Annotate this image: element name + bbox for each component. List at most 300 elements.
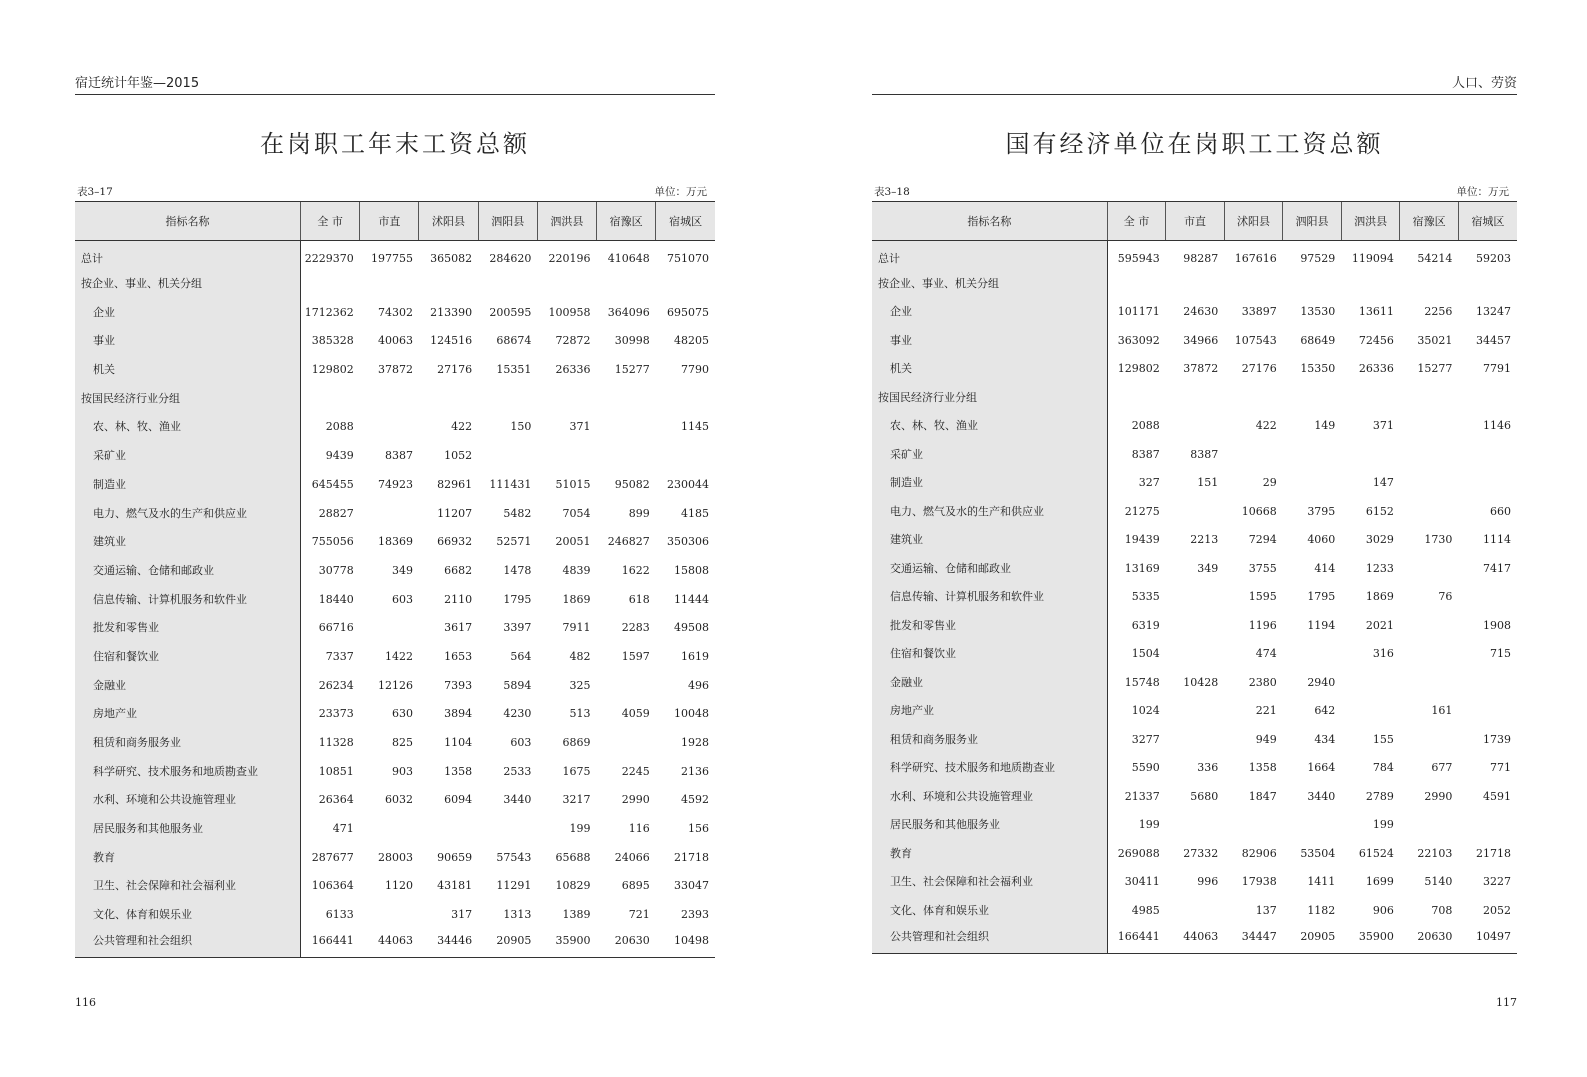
table-cell: 9439 (325, 449, 354, 463)
table-cell: 6032 (384, 793, 413, 807)
table-cell (1341, 697, 1400, 726)
table-cell: 33047 (674, 879, 709, 893)
table-cell: 284620 (489, 252, 532, 266)
table-cell (360, 613, 419, 642)
table-cell: 149 (1314, 419, 1336, 433)
running-head (75, 74, 715, 95)
row-label: 总计 (75, 241, 301, 270)
table-cell: 2990 (621, 793, 650, 807)
table-cell: 11444 (674, 592, 709, 606)
table-cell: 3440 (503, 793, 532, 807)
table-number: 表3–17 (77, 186, 113, 198)
left-page (75, 0, 715, 1077)
table-cell: 166441 (301, 929, 360, 958)
table-cell: 161 (1431, 704, 1453, 718)
table-cell: 327 (1138, 476, 1160, 490)
table-cell: 630 (391, 707, 413, 721)
table-header-row (872, 202, 1517, 241)
table-cell: 2533 (503, 764, 532, 778)
table-row (75, 613, 715, 642)
table-row (872, 355, 1517, 384)
table-cell: 422 (451, 420, 473, 434)
table-row (872, 640, 1517, 669)
table-cell: 12126 (377, 678, 413, 692)
row-label: 水利、环境和公共设施管理业 (872, 782, 1107, 811)
table-cell: 6682 (444, 563, 473, 577)
table-cell: 3277 (1131, 732, 1160, 746)
table-cell: 20051 (555, 535, 591, 549)
table-cell (1166, 725, 1225, 754)
table-row (75, 470, 715, 499)
table-cell (1283, 811, 1342, 840)
table-cell: 3029 (1365, 533, 1394, 547)
table-cell: 5140 (1424, 875, 1453, 889)
table-cell: 6319 (1131, 618, 1160, 632)
row-label: 金融业 (75, 671, 301, 700)
data-table (872, 201, 1517, 954)
table-cell: 37872 (1183, 362, 1219, 376)
table-cell: 7294 (1248, 533, 1277, 547)
table-cell: 57543 (496, 850, 532, 864)
column-header: 沭阳县 (1224, 202, 1283, 241)
table-cell: 2021 (1365, 618, 1394, 632)
table-cell: 15277 (1417, 362, 1453, 376)
row-label: 教育 (75, 843, 301, 872)
row-label: 房地产业 (872, 697, 1107, 726)
table-cell: 15350 (1300, 362, 1336, 376)
table-cell: 434 (1314, 732, 1336, 746)
row-label: 租赁和商务服务业 (75, 728, 301, 757)
table-cell: 200595 (489, 305, 532, 319)
table-cell: 40063 (377, 334, 413, 348)
table-cell: 129802 (311, 363, 354, 377)
table-cell (656, 441, 715, 470)
table-row (75, 327, 715, 356)
table-cell: 197755 (370, 252, 413, 266)
table-cell: 90659 (437, 850, 473, 864)
table-cell: 2052 (1483, 903, 1511, 917)
table-cell: 21718 (674, 850, 709, 864)
table-cell (1224, 269, 1283, 298)
table-cell: 61524 (1358, 846, 1394, 860)
row-label: 按企业、事业、机关分组 (75, 269, 301, 298)
table-cell: 199 (569, 822, 591, 836)
table-cell: 3217 (562, 793, 591, 807)
table-cell: 695075 (667, 305, 709, 319)
table-cell: 7791 (1483, 362, 1511, 376)
table-cell: 1847 (1248, 789, 1277, 803)
table-cell: 1389 (562, 908, 591, 922)
table-cell: 4185 (681, 506, 709, 520)
table-row (872, 469, 1517, 498)
row-label: 企业 (75, 298, 301, 327)
table-row (872, 668, 1517, 697)
row-label: 居民服务和其他服务业 (872, 811, 1107, 840)
table-cell (1400, 668, 1459, 697)
table-cell: 2283 (621, 621, 650, 635)
table-cell (656, 384, 715, 413)
table-row (75, 298, 715, 327)
table-row (872, 697, 1517, 726)
table-cell: 784 (1372, 761, 1394, 775)
row-label: 按国民经济行业分组 (75, 384, 301, 413)
table-cell: 6094 (444, 793, 473, 807)
table-title: 国有经济单位在岗职工工资总额 (1005, 130, 1384, 158)
row-label: 机关 (872, 355, 1107, 384)
row-label: 机关 (75, 355, 301, 384)
table-cell: 496 (688, 678, 709, 692)
table-row (75, 642, 715, 671)
table-cell: 21337 (1124, 789, 1160, 803)
table-cell: 1146 (1483, 419, 1511, 433)
table-cell: 1730 (1424, 533, 1453, 547)
table-cell: 471 (332, 822, 354, 836)
table-cell: 410648 (607, 252, 650, 266)
table-cell (1458, 269, 1517, 298)
table-cell: 1675 (562, 764, 591, 778)
table-cell (1107, 383, 1166, 412)
table-cell: 68649 (1300, 333, 1336, 347)
table-cell: 167616 (1234, 252, 1277, 265)
table-cell: 316 (1372, 647, 1394, 661)
table-cell: 20905 (478, 929, 537, 958)
column-header: 泗阳县 (478, 202, 537, 241)
table-cell: 474 (1255, 647, 1277, 661)
table-cell (1458, 440, 1517, 469)
running-head-text: 人口、劳资 (1451, 76, 1517, 91)
row-label: 按企业、事业、机关分组 (872, 269, 1107, 298)
table-cell: 66932 (437, 535, 473, 549)
table-cell (1458, 668, 1517, 697)
table-cell: 221 (1255, 704, 1277, 718)
table-cell: 76 (1438, 590, 1453, 604)
table-cell: 3894 (444, 707, 473, 721)
table-cell: 97529 (1300, 252, 1336, 265)
table-cell: 28827 (318, 506, 354, 520)
table-cell: 1313 (503, 908, 532, 922)
table-cell: 7393 (444, 678, 473, 692)
table-cell: 35900 (1341, 925, 1400, 954)
table-cell: 4985 (1131, 903, 1160, 917)
table-cell (1166, 497, 1225, 526)
table-cell: 11328 (318, 736, 354, 750)
table-cell (1283, 469, 1342, 498)
table-cell: 1795 (503, 592, 532, 606)
table-cell: 1622 (621, 563, 650, 577)
table-row (872, 241, 1517, 270)
table-cell: 349 (391, 563, 413, 577)
table-cell (1283, 269, 1342, 298)
table-row (872, 583, 1517, 612)
column-header: 指标名称 (75, 202, 301, 241)
table-cell: 10851 (318, 764, 354, 778)
table-cell: 124516 (430, 334, 473, 348)
table-cell: 43181 (437, 879, 473, 893)
table-cell: 371 (569, 420, 591, 434)
table-cell: 26364 (318, 793, 354, 807)
table-cell (597, 671, 656, 700)
table-cell: 2256 (1424, 305, 1453, 319)
table-cell: 59203 (1476, 252, 1511, 265)
table-cell: 385328 (311, 334, 354, 348)
running-head (872, 74, 1517, 95)
table-cell (360, 384, 419, 413)
table-cell: 68674 (496, 334, 532, 348)
table-cell (597, 441, 656, 470)
table-cell: 677 (1431, 761, 1453, 775)
page-number: 117 (1496, 996, 1517, 1009)
table-cell: 5894 (503, 678, 532, 692)
table-cell: 3755 (1248, 561, 1277, 575)
table-cell: 8387 (1131, 447, 1160, 461)
table-cell: 22103 (1417, 846, 1453, 860)
table-cell: 1619 (681, 649, 709, 663)
table-cell (1458, 697, 1517, 726)
table-cell: 48205 (674, 334, 709, 348)
table-cell: 11207 (437, 506, 473, 520)
table-cell: 336 (1197, 761, 1219, 775)
table-cell: 34446 (419, 929, 478, 958)
table-row (872, 868, 1517, 897)
table-cell: 147 (1372, 476, 1394, 490)
table-cell: 156 (688, 822, 709, 836)
table-row (75, 413, 715, 442)
table-cell (1166, 697, 1225, 726)
row-label: 信息传输、计算机服务和软件业 (872, 583, 1107, 612)
table-cell (1341, 668, 1400, 697)
unit-label: 单位：万元 (654, 186, 707, 198)
table-cell: 1182 (1307, 903, 1336, 917)
table-cell: 603 (391, 592, 413, 606)
table-row (75, 241, 715, 270)
table-row (872, 526, 1517, 555)
table-cell: 4230 (503, 707, 532, 721)
column-header: 沭阳县 (419, 202, 478, 241)
table-cell: 364096 (607, 305, 650, 319)
table-cell: 1869 (1365, 590, 1394, 604)
table-cell (360, 499, 419, 528)
row-label: 教育 (872, 839, 1107, 868)
row-label: 公共管理和社会组织 (75, 929, 301, 958)
table-cell: 20630 (597, 929, 656, 958)
column-header: 宿豫区 (1400, 202, 1459, 241)
table-cell (419, 814, 478, 843)
table-cell: 101171 (1117, 305, 1160, 319)
table-cell: 2088 (325, 420, 354, 434)
table-cell: 1411 (1307, 875, 1336, 889)
row-label: 房地产业 (75, 700, 301, 729)
table-row (75, 929, 715, 958)
table-cell: 246827 (607, 535, 650, 549)
table-row (75, 556, 715, 585)
table-cell: 1928 (681, 736, 709, 750)
row-label: 住宿和餐饮业 (75, 642, 301, 671)
table-cell: 11291 (496, 879, 532, 893)
table-row (872, 269, 1517, 298)
table-cell: 220196 (548, 252, 591, 266)
table-cell: 363092 (1117, 333, 1160, 347)
table-cell: 82961 (437, 477, 473, 491)
table-cell: 2229370 (304, 252, 354, 266)
table-cell: 74923 (377, 477, 413, 491)
table-cell: 1120 (384, 879, 413, 893)
table-row (75, 786, 715, 815)
table-cell: 10829 (555, 879, 591, 893)
table-cell: 564 (510, 649, 532, 663)
table-row (872, 754, 1517, 783)
table-cell (1458, 383, 1517, 412)
table-cell: 155 (1372, 732, 1394, 746)
row-label: 建筑业 (75, 527, 301, 556)
table-cell (1166, 269, 1225, 298)
table-cell: 51015 (555, 477, 591, 491)
table-row (872, 782, 1517, 811)
table-cell: 825 (391, 736, 413, 750)
table-cell: 7417 (1483, 561, 1511, 575)
table-row (75, 757, 715, 786)
table-cell: 15277 (614, 363, 650, 377)
table-cell: 66716 (318, 621, 354, 635)
table-cell: 1795 (1307, 590, 1336, 604)
page-number: 116 (75, 996, 96, 1009)
table-cell: 2393 (681, 908, 709, 922)
row-label: 制造业 (75, 470, 301, 499)
table-cell (419, 384, 478, 413)
table-cell: 21718 (1476, 846, 1511, 860)
row-label: 事业 (872, 326, 1107, 355)
table-cell: 1024 (1131, 704, 1160, 718)
table-cell: 715 (1490, 647, 1511, 661)
table-cell (419, 269, 478, 298)
row-label: 居民服务和其他服务业 (75, 814, 301, 843)
table-cell: 2990 (1424, 789, 1453, 803)
row-label: 总计 (872, 241, 1107, 270)
table-cell (360, 269, 419, 298)
table-cell: 5680 (1190, 789, 1219, 803)
table-cell (537, 384, 596, 413)
table-cell: 1712362 (304, 305, 354, 319)
table-cell: 1114 (1483, 533, 1511, 547)
row-label: 信息传输、计算机服务和软件业 (75, 585, 301, 614)
table-row (872, 440, 1517, 469)
table-cell: 116 (628, 822, 650, 836)
unit-label: 单位：万元 (1456, 186, 1509, 198)
row-label: 公共管理和社会组织 (872, 925, 1107, 954)
table-cell: 44063 (360, 929, 419, 958)
table-cell: 213390 (430, 305, 473, 319)
table-cell: 6152 (1365, 504, 1394, 518)
table-cell: 906 (1372, 903, 1394, 917)
table-cell: 317 (451, 908, 473, 922)
table-cell (1400, 440, 1459, 469)
table-cell: 6133 (325, 908, 354, 922)
table-cell: 2789 (1365, 789, 1394, 803)
table-cell (1341, 269, 1400, 298)
table-cell: 13247 (1476, 305, 1511, 319)
table-row (872, 298, 1517, 327)
table-cell (1400, 640, 1459, 669)
table-cell: 230044 (667, 477, 709, 491)
row-label: 文化、体育和娱乐业 (75, 900, 301, 929)
table-cell (656, 269, 715, 298)
table-cell: 1699 (1365, 875, 1394, 889)
table-cell: 269088 (1117, 846, 1160, 860)
table-cell (1224, 440, 1283, 469)
table-cell: 3795 (1307, 504, 1336, 518)
table-cell: 7790 (681, 363, 709, 377)
table-cell: 365082 (430, 252, 473, 266)
table-cell (537, 269, 596, 298)
table-cell: 37872 (377, 363, 413, 377)
right-page (872, 0, 1517, 1077)
table-cell: 106364 (311, 879, 354, 893)
table-cell: 30411 (1124, 875, 1160, 889)
table-cell: 44063 (1166, 925, 1225, 954)
table-row (75, 499, 715, 528)
table-cell: 1597 (621, 649, 650, 663)
row-label: 科学研究、技术服务和地质勘查业 (872, 754, 1107, 783)
table-cell (1166, 811, 1225, 840)
table-cell: 1595 (1248, 590, 1277, 604)
table-row (872, 725, 1517, 754)
table-cell (1400, 725, 1459, 754)
row-label: 企业 (872, 298, 1107, 327)
table-cell: 2213 (1190, 533, 1219, 547)
row-label: 卫生、社会保障和社会福利业 (872, 868, 1107, 897)
table-cell (1400, 412, 1459, 441)
row-label: 农、林、牧、渔业 (872, 412, 1107, 441)
table-cell (1107, 269, 1166, 298)
table-cell: 1478 (503, 563, 532, 577)
table-cell: 24630 (1183, 305, 1219, 319)
table-cell: 618 (628, 592, 650, 606)
table-cell: 7337 (325, 649, 354, 663)
table-cell (1458, 811, 1517, 840)
table-cell: 1908 (1483, 618, 1511, 632)
table-row (872, 839, 1517, 868)
table-cell (597, 728, 656, 757)
table-cell: 3440 (1307, 789, 1336, 803)
table-cell: 414 (1314, 561, 1336, 575)
table-cell: 1104 (444, 736, 473, 750)
table-cell (1283, 640, 1342, 669)
table-cell: 482 (569, 649, 591, 663)
table-cell (597, 269, 656, 298)
table-cell: 166441 (1107, 925, 1166, 954)
row-label: 文化、体育和娱乐业 (872, 896, 1107, 925)
table-cell (360, 900, 419, 929)
table-cell: 54214 (1417, 252, 1453, 265)
table-cell: 26336 (555, 363, 591, 377)
table-cell: 53504 (1300, 846, 1336, 860)
table-cell: 371 (1372, 419, 1394, 433)
table-cell (360, 814, 419, 843)
row-label: 批发和零售业 (872, 611, 1107, 640)
table-cell (1458, 583, 1517, 612)
table-cell (301, 384, 360, 413)
table-cell: 350306 (667, 535, 709, 549)
table-cell: 199 (1138, 818, 1160, 832)
table-number: 表3–18 (874, 186, 910, 198)
table-cell: 33897 (1241, 305, 1277, 319)
table-cell (478, 441, 537, 470)
table-cell (1166, 583, 1225, 612)
row-label: 农、林、牧、渔业 (75, 413, 301, 442)
table-cell (597, 413, 656, 442)
row-label: 交通运输、仓储和邮政业 (75, 556, 301, 585)
table-cell: 708 (1431, 903, 1453, 917)
table-cell: 13611 (1358, 305, 1394, 319)
